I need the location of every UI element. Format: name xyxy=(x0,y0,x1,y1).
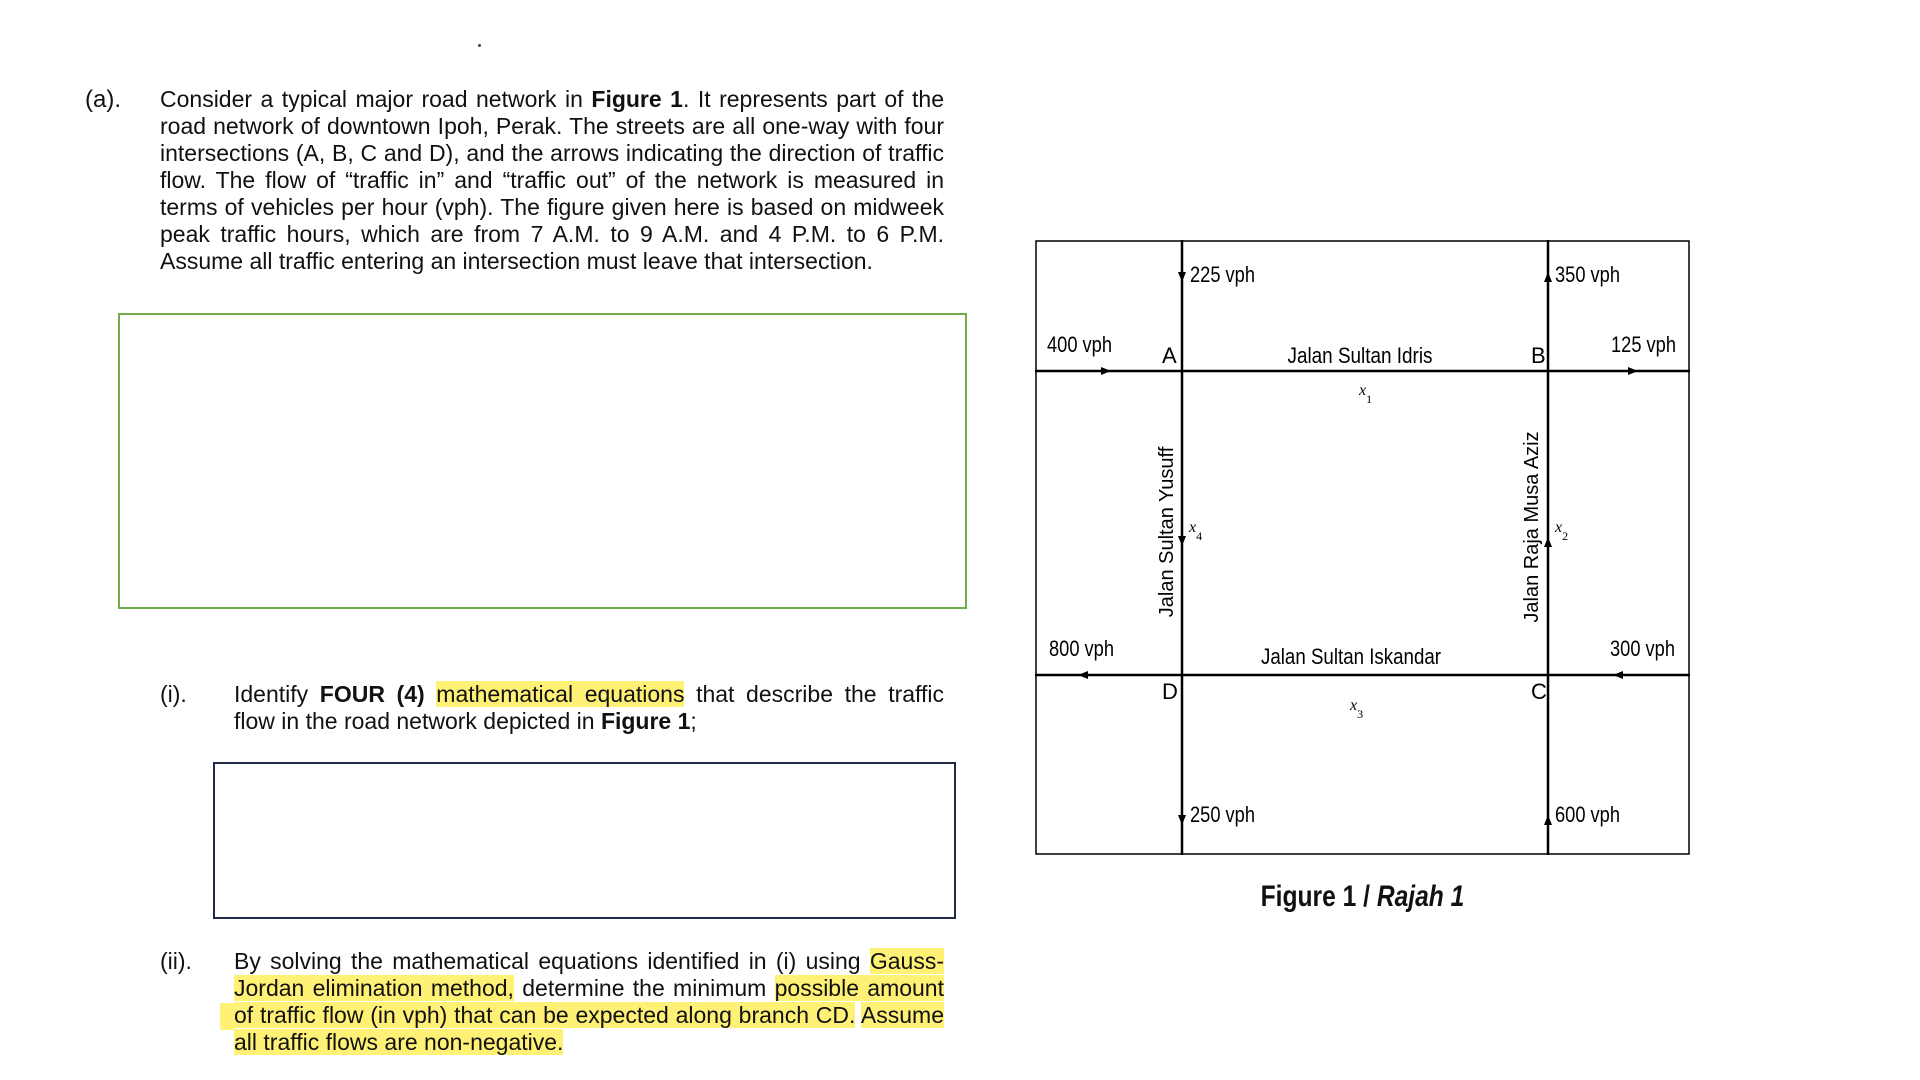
var-x1: $x_1$ xyxy=(1359,382,1373,406)
flow-bottom-d: 250 vph xyxy=(1190,802,1255,827)
answer-box-a[interactable] xyxy=(118,313,967,609)
question-text: Consider a typical major road network in Figure 1. It represents part of the road network of downtown Ipoh, Perak. The streets are all one-way with four intersections (A, B, C and D), and the arrows indicating the direction of traffic flow. The flow of “traffic in” and “traffic out” of the network is measured in terms of vehicles per hour (vph). The figure given here is based on midweek peak traffic hours, which are from 7 A.M. to 9 A.M. and 4 P.M. to 6 P.M. Assume all traffic entering an intersection must leave that intersection. xyxy=(160,86,944,274)
street-left: Jalan Sultan Yusuff xyxy=(1156,446,1178,618)
highlight-equations: mathematical equations xyxy=(436,681,685,707)
highlight-method: Gauss-Jordan elimination method, xyxy=(234,948,944,1001)
arrow-down-bottom-d-icon xyxy=(1178,815,1186,825)
node-c: C xyxy=(1531,679,1547,704)
part-i-text: Identify FOUR (4) mathematical equations that describe the traffic flow in the road network depicted in Figure 1; xyxy=(234,681,945,734)
var-x4: $x_4$ xyxy=(1189,519,1203,543)
flow-top-b: 350 vph xyxy=(1555,262,1620,287)
part-ii-text: By solving the mathematical equations identified in (i) using Gauss-Jordan elimination method, determine the minimum possible amount of traffic flow (in vph) that can be expected along branch CD. Assume all traffic flows are non-negative. xyxy=(234,948,944,1055)
street-top: Jalan Sultan Idris xyxy=(1287,343,1433,368)
flow-left-a: 400 vph xyxy=(1047,332,1112,357)
figure-caption: Figure 1 / Rajah 1 xyxy=(1260,880,1465,913)
street-bottom: Jalan Sultan Iskandar xyxy=(1261,644,1441,669)
highlight-amount: possible amount of traffic flow (in vph) that can be expected along branch CD. xyxy=(234,975,944,1028)
part-ii-label: (ii). xyxy=(160,948,192,974)
arrow-down-top-a-icon xyxy=(1178,272,1186,282)
highlight-assumption: Assume all traffic flows are non-negative. xyxy=(234,1002,944,1055)
node-d: D xyxy=(1162,679,1178,704)
var-x2: $x_2$ xyxy=(1555,519,1569,543)
node-b: B xyxy=(1531,343,1546,368)
street-right: Jalan Raja Musa Aziz xyxy=(1521,431,1543,623)
flow-top-a: 225 vph xyxy=(1190,262,1255,287)
flow-right-b: 125 vph xyxy=(1611,332,1676,357)
arrow-right-right-b-icon xyxy=(1628,367,1638,375)
arrow-left-left-d-icon xyxy=(1078,671,1088,679)
part-i-label: (i). xyxy=(160,681,187,707)
node-a: A xyxy=(1162,343,1177,368)
flow-bottom-c: 600 vph xyxy=(1555,802,1620,827)
arrow-down-x4-icon xyxy=(1178,536,1186,546)
arrow-right-left-a-icon xyxy=(1101,367,1111,375)
arrow-up-bottom-c-icon xyxy=(1544,815,1552,825)
stray-dot xyxy=(478,44,481,47)
figure-frame xyxy=(1036,241,1689,854)
question-label: (a). xyxy=(85,86,121,113)
flow-left-d: 800 vph xyxy=(1049,636,1114,661)
flow-right-c: 300 vph xyxy=(1610,636,1675,661)
answer-box-i[interactable] xyxy=(213,762,956,919)
arrow-up-top-b-icon xyxy=(1544,272,1552,282)
arrow-left-right-c-icon xyxy=(1613,671,1623,679)
highlight-margin xyxy=(220,1003,234,1030)
var-x3: $x_3$ xyxy=(1350,697,1364,721)
road-network-figure xyxy=(1035,240,1690,855)
arrow-up-x2-icon xyxy=(1544,537,1552,547)
